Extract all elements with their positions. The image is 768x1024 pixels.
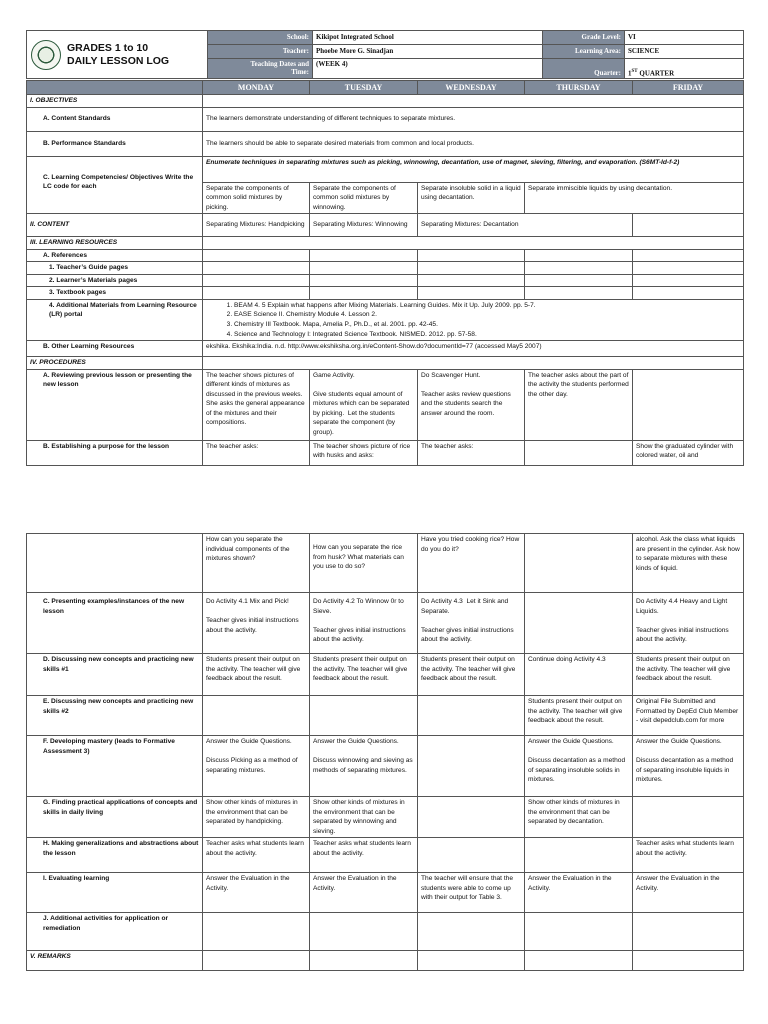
proc-c-monday: Do Activity 4.1 Mix and Pick! Teacher gives initial instructions about the activity. bbox=[203, 593, 310, 654]
cell bbox=[310, 262, 418, 275]
evaluating-learning-label: I. Evaluating learning bbox=[27, 873, 203, 913]
proc-g-tuesday: Show other kinds of mixtures in the environment that can be separated by winnowing and sieving. bbox=[310, 797, 418, 838]
teaching-dates-label-1: Teaching Dates and bbox=[250, 59, 309, 68]
procedures-section-label: IV. PROCEDURES bbox=[27, 357, 203, 370]
cell bbox=[310, 287, 418, 300]
remarks-wednesday bbox=[418, 951, 525, 971]
school-label: School: bbox=[208, 31, 313, 45]
header-title-line2: DAILY LESSON LOG bbox=[67, 54, 170, 67]
days-row-blank bbox=[27, 81, 203, 95]
other-resources-label: B. Other Learning Resources bbox=[27, 341, 203, 357]
cell bbox=[418, 287, 525, 300]
proc-c-thursday bbox=[525, 593, 633, 654]
deped-seal-logo bbox=[31, 40, 61, 70]
lc-tuesday: Separate the components of common solid mixtures by winnowing. bbox=[310, 182, 418, 214]
school-value: Kikipot Integrated School bbox=[313, 31, 543, 45]
developing-mastery-label: F. Developing mastery (leads to Formative Assessment 3) bbox=[27, 736, 203, 797]
remarks-section-label: V. REMARKS bbox=[27, 951, 203, 971]
learning-resources-section-label: III. LEARNING RESOURCES bbox=[27, 237, 203, 250]
other-resources-text: ekshika. Ekshika:India. n.d. http://www.ekshiksha.org.in/eContent-Show.do?documentId=77 (accessed May5 2007) bbox=[203, 341, 744, 357]
proc-j-thursday bbox=[525, 913, 633, 951]
teacher-value: Phoebe More G. Sinadjan bbox=[313, 45, 543, 59]
proc-b-thursday bbox=[525, 440, 633, 465]
proc-b-monday: The teacher asks: bbox=[203, 440, 310, 465]
proc-e-wednesday bbox=[418, 696, 525, 736]
day-thursday: THURSDAY bbox=[525, 81, 633, 95]
proc-f-monday: Answer the Guide Questions. Discuss Picking as a method of separating mixtures. bbox=[203, 736, 310, 797]
day-tuesday: TUESDAY bbox=[310, 81, 418, 95]
remarks-tuesday bbox=[310, 951, 418, 971]
proc-b-cont-friday: alcohol. Ask the class what liquids are present in the cylinder. Ask how to separate mixtures with these kinds of liquid. bbox=[633, 534, 744, 593]
proc-d-tuesday: Students present their output on the activity. The teacher will give feedback about the result. bbox=[310, 654, 418, 696]
reviewing-lesson-label: A. Reviewing previous lesson or presenting the new lesson bbox=[27, 369, 203, 440]
day-monday: MONDAY bbox=[203, 81, 310, 95]
learning-resources-blank bbox=[203, 237, 744, 250]
content-friday bbox=[633, 214, 744, 237]
proc-b-cont-label bbox=[27, 534, 203, 593]
lr-portal-label: 4. Additional Materials from Learning Resource (LR) portal bbox=[27, 299, 203, 340]
learning-competencies-label: C. Learning Competencies/ Objectives Write the LC code for each bbox=[27, 156, 203, 214]
teaching-dates-value: (WEEK 4) bbox=[313, 59, 543, 79]
proc-c-friday: Do Activity 4.4 Heavy and Light Liquids. Teacher gives initial instructions about the activity. bbox=[633, 593, 744, 654]
proc-f-thursday: Answer the Guide Questions. Discuss decantation as a method of separating insoluble solids in mixtures. bbox=[525, 736, 633, 797]
proc-f-friday: Answer the Guide Questions. Discuss decantation as a method of separating insoluble liquids in mixtures. bbox=[633, 736, 744, 797]
proc-g-friday bbox=[633, 797, 744, 838]
remarks-monday bbox=[203, 951, 310, 971]
presenting-examples-label: C. Presenting examples/instances of the new lesson bbox=[27, 593, 203, 654]
lesson-log-table-page1 bbox=[26, 94, 744, 466]
proc-a-friday bbox=[633, 369, 744, 440]
teaching-dates-label-2: Time: bbox=[291, 67, 309, 76]
generalizations-label: H. Making generalizations and abstractions about the lesson bbox=[27, 838, 203, 873]
cell bbox=[525, 249, 633, 262]
proc-d-thursday: Continue doing Activity 4.3 bbox=[525, 654, 633, 696]
lc-wednesday: Separate insoluble solid in a liquid using decantation. bbox=[418, 182, 525, 214]
proc-i-monday: Answer the Evaluation in the Activity. bbox=[203, 873, 310, 913]
proc-a-tuesday: Game Activity. Give students equal amount of mixtures which can be separated by picking. Let the students separate the component (by group). bbox=[310, 369, 418, 440]
proc-b-tuesday: The teacher shows picture of rice with husks and asks: bbox=[310, 440, 418, 465]
remarks-friday bbox=[633, 951, 744, 971]
cell bbox=[525, 287, 633, 300]
header-title-line1: GRADES 1 to 10 bbox=[67, 41, 149, 54]
day-wednesday: WEDNESDAY bbox=[418, 81, 525, 95]
cell bbox=[633, 249, 744, 262]
performance-standards-label: B. Performance Standards bbox=[27, 131, 203, 156]
days-header-row bbox=[26, 80, 744, 95]
additional-activities-label: J. Additional activities for application or remediation bbox=[27, 913, 203, 951]
proc-h-friday: Teacher asks what students learn about the activity. bbox=[633, 838, 744, 873]
header-title-cell bbox=[27, 31, 208, 79]
proc-i-tuesday: Answer the Evaluation in the Activity. bbox=[310, 873, 418, 913]
practical-applications-label: G. Finding practical applications of concepts and skills in daily living bbox=[27, 797, 203, 838]
cell bbox=[418, 274, 525, 287]
reference-item: 4. Science and Technology I: Integrated Science Textbook. NISMED. 2012. pp. 57-58. bbox=[234, 330, 740, 340]
objectives-section-label: I. OBJECTIVES bbox=[27, 95, 203, 108]
quarter-value: 1ST QUARTER bbox=[625, 59, 744, 79]
cell bbox=[418, 249, 525, 262]
proc-h-monday: Teacher asks what students learn about the activity. bbox=[203, 838, 310, 873]
cell bbox=[203, 287, 310, 300]
procedures-section-blank bbox=[203, 357, 744, 370]
cell bbox=[633, 287, 744, 300]
proc-h-tuesday: Teacher asks what students learn about the activity. bbox=[310, 838, 418, 873]
proc-e-friday: Original File Submitted and Formatted by DepEd Club Member - visit depedclub.com for more bbox=[633, 696, 744, 736]
grade-level-value: VI bbox=[625, 31, 744, 45]
proc-g-monday: Show other kinds of mixtures in the environment that can be separated by handpicking. bbox=[203, 797, 310, 838]
learning-area-value: SCIENCE bbox=[625, 45, 744, 59]
cell bbox=[525, 262, 633, 275]
proc-f-wednesday bbox=[418, 736, 525, 797]
proc-j-tuesday bbox=[310, 913, 418, 951]
proc-e-monday bbox=[203, 696, 310, 736]
references-label: A. References bbox=[27, 249, 203, 262]
cell bbox=[310, 249, 418, 262]
proc-h-wednesday bbox=[418, 838, 525, 873]
proc-b-wednesday: The teacher asks: bbox=[418, 440, 525, 465]
proc-c-tuesday: Do Activity 4.2 To Winnow 0r to Sieve. Teacher gives initial instructions about the activity. bbox=[310, 593, 418, 654]
proc-d-friday: Students present their output on the activity. The teacher will give feedback about the result. bbox=[633, 654, 744, 696]
content-standards-label: A. Content Standards bbox=[27, 107, 203, 131]
content-tuesday: Separating Mixtures: Winnowing bbox=[310, 214, 418, 237]
proc-i-wednesday: The teacher will ensure that the students were able to come up with their output for Table 3. bbox=[418, 873, 525, 913]
discussing-skills-1-label: D. Discussing new concepts and practicing new skills #1 bbox=[27, 654, 203, 696]
proc-j-monday bbox=[203, 913, 310, 951]
proc-c-wednesday: Do Activity 4.3 Let it Sink and Separate. Teacher gives initial instructions about the activity. bbox=[418, 593, 525, 654]
proc-i-thursday: Answer the Evaluation in the Activity. bbox=[525, 873, 633, 913]
cell bbox=[633, 274, 744, 287]
quarter-label: Quarter: bbox=[543, 59, 625, 79]
reference-item: 3. Chemistry III Textbook. Mapa, Amelia P., Ph.D., et al. 2001. pp. 42-45. bbox=[234, 320, 740, 330]
proc-j-wednesday bbox=[418, 913, 525, 951]
proc-b-cont-monday: How can you separate the individual components of the mixtures shown? bbox=[203, 534, 310, 593]
textbook-pages-label: 3. Textbook pages bbox=[27, 287, 203, 300]
proc-a-thursday: The teacher asks about the part of the activity the students performed the other day. bbox=[525, 369, 633, 440]
cell bbox=[418, 262, 525, 275]
proc-b-cont-thursday bbox=[525, 534, 633, 593]
proc-b-cont-wednesday: Have you tried cooking rice? How do you do it? bbox=[418, 534, 525, 593]
proc-g-wednesday bbox=[418, 797, 525, 838]
content-monday: Separating Mixtures: Handpicking bbox=[203, 214, 310, 237]
establishing-purpose-label: B. Establishing a purpose for the lesson bbox=[27, 440, 203, 465]
cell bbox=[310, 274, 418, 287]
proc-d-monday: Students present their output on the activity. The teacher will give feedback about the result. bbox=[203, 654, 310, 696]
grade-level-label: Grade Level: bbox=[543, 31, 625, 45]
cell bbox=[633, 262, 744, 275]
teachers-guide-label: 1. Teacher’s Guide pages bbox=[27, 262, 203, 275]
teaching-dates-label bbox=[208, 59, 313, 79]
proc-j-friday bbox=[633, 913, 744, 951]
cell bbox=[203, 274, 310, 287]
proc-e-thursday: Students present their output on the activity. The teacher will give feedback about the result. bbox=[525, 696, 633, 736]
proc-a-monday: The teacher shows pictures of different kinds of mixtures as discussed in the previous weeks. She asks the general appearance of the mixtures and their compositions. bbox=[203, 369, 310, 440]
proc-e-tuesday bbox=[310, 696, 418, 736]
learning-competencies-text: Enumerate techniques in separating mixtures such as picking, winnowing, decantation, use of magnet, sieving, filtering, and evaporation. (S6MT-Id-f-2) bbox=[203, 156, 744, 182]
cell bbox=[203, 249, 310, 262]
proc-i-friday: Answer the Evaluation in the Activity. bbox=[633, 873, 744, 913]
reference-item: 2. EASE Science II. Chemistry Module 4. Lesson 2. bbox=[234, 310, 740, 320]
proc-b-cont-tuesday: How can you separate the rice from husk? What materials can you use to do so? bbox=[310, 534, 418, 593]
cell bbox=[203, 262, 310, 275]
content-standards-text: The learners demonstrate understanding of different techniques to separate mixtures. bbox=[203, 107, 744, 131]
content-wednesday: Separating Mixtures: Decantation bbox=[418, 214, 633, 237]
performance-standards-text: The learners should be able to separate desired materials from common and local products. bbox=[203, 131, 744, 156]
objectives-section-blank bbox=[203, 95, 744, 108]
proc-a-wednesday: Do Scavenger Hunt. Teacher asks review questions and the students search the answer around the room. bbox=[418, 369, 525, 440]
reference-item: 1. BEAM 4. 5 Explain what happens after Mixing Materials. Learning Guides. Mix it Up. July 2009. pp. 5-7. bbox=[234, 301, 740, 311]
learning-area-label: Learning Area: bbox=[543, 45, 625, 59]
remarks-thursday bbox=[525, 951, 633, 971]
proc-b-friday: Show the graduated cylinder with colored water, oil and bbox=[633, 440, 744, 465]
learners-materials-label: 2. Learner’s Materials pages bbox=[27, 274, 203, 287]
lesson-log-table-page2 bbox=[26, 533, 744, 971]
day-friday: FRIDAY bbox=[633, 81, 744, 95]
lc-monday: Separate the components of common solid mixtures by picking. bbox=[203, 182, 310, 214]
cell bbox=[525, 274, 633, 287]
teacher-label: Teacher: bbox=[208, 45, 313, 59]
lc-thursday: Separate immiscible liquids by using decantation. bbox=[525, 182, 744, 214]
lr-portal-list bbox=[203, 299, 744, 340]
proc-h-thursday bbox=[525, 838, 633, 873]
header-table bbox=[26, 30, 744, 79]
proc-f-tuesday: Answer the Guide Questions. Discuss winnowing and sieving as methods of separating mixtures. bbox=[310, 736, 418, 797]
content-section-label: II. CONTENT bbox=[27, 214, 203, 237]
proc-g-thursday: Show other kinds of mixtures in the environment that can be separated by decantation. bbox=[525, 797, 633, 838]
discussing-skills-2-label: E. Discussing new concepts and practicing new skills #2 bbox=[27, 696, 203, 736]
proc-d-wednesday: Students present their output on the activity. The teacher will give feedback about the result. bbox=[418, 654, 525, 696]
